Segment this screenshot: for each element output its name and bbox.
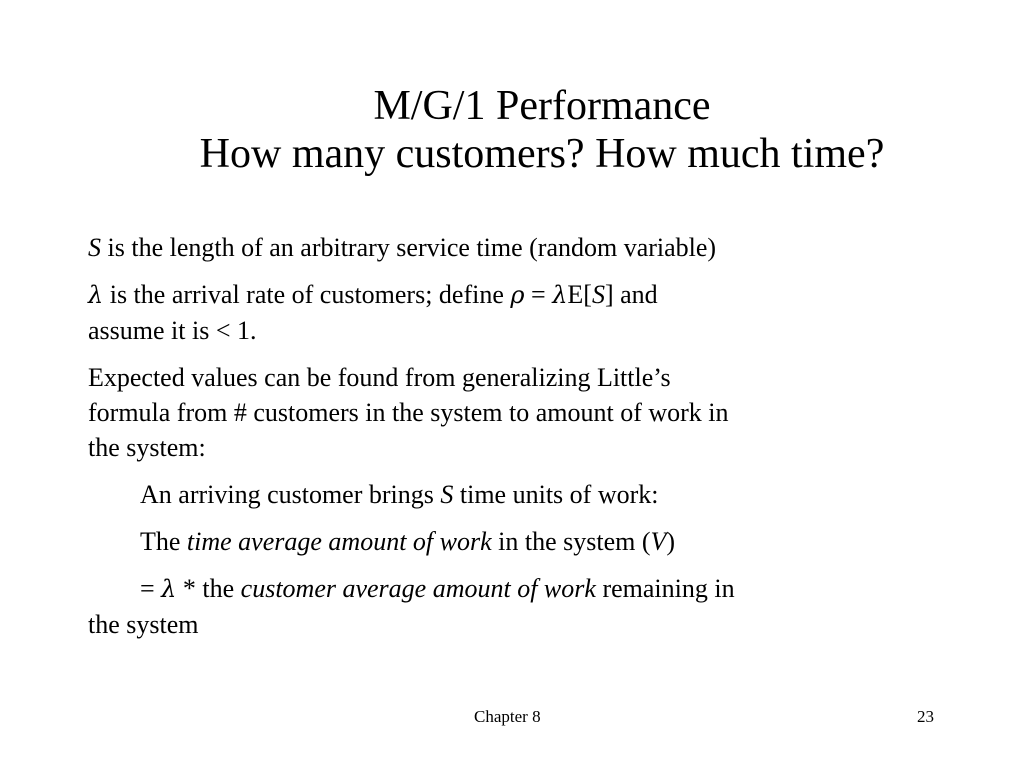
p5-text-3: ) <box>666 527 676 556</box>
p5-italic: time average amount of work <box>186 527 492 556</box>
p3-line-2: formula from # customers in the system to amount of work in <box>88 398 729 427</box>
var-s-3: S <box>440 480 454 509</box>
p5-text-1: The <box>140 527 187 556</box>
p2-line-2: assume it is < 1. <box>88 316 257 345</box>
p2-e-open: E[ <box>567 280 592 309</box>
p2-text-1: is the arrival rate of customers; define <box>103 280 511 309</box>
lambda-symbol: λ <box>88 281 104 309</box>
paragraph-arriving-customer <box>88 477 948 512</box>
rho-symbol: ρ <box>510 281 525 309</box>
var-v: V <box>650 527 667 556</box>
slide-title <box>60 82 1024 178</box>
footer-page-number: 23 <box>917 707 934 726</box>
p6-line-2: the system <box>88 610 199 639</box>
paragraph-arrival-rate <box>88 277 948 348</box>
p5-text-2: in the system ( <box>491 527 651 556</box>
paragraph-service-time <box>88 230 948 265</box>
lambda-symbol-3: λ <box>161 575 177 603</box>
var-s: S <box>88 233 101 262</box>
p6-indent <box>88 574 735 603</box>
paragraph-customer-average <box>88 571 948 642</box>
p2-eq: = <box>524 280 553 309</box>
p1-text: is the length of an arbitrary service time (random variable) <box>101 233 717 262</box>
p3-line-3: the system: <box>88 433 206 462</box>
title-line-2: How many customers? How much time? <box>199 131 885 177</box>
var-s-2: S <box>591 280 605 309</box>
p4-text-1: An arriving customer brings <box>140 480 441 509</box>
p6-italic: customer average amount of work <box>240 574 596 603</box>
paragraph-little-formula <box>88 360 948 465</box>
paragraph-time-average <box>88 524 948 559</box>
slide-body <box>88 230 948 654</box>
p2-close-and: ] and <box>604 280 658 309</box>
p4-text-2: time units of work: <box>453 480 659 509</box>
lambda-symbol-2: λ <box>552 281 568 309</box>
p6-eq: = <box>140 574 162 603</box>
p6-text-2: remaining in <box>595 574 735 603</box>
footer-chapter: Chapter 8 <box>474 707 541 726</box>
p6-text-1: * the <box>176 574 241 603</box>
p3-line-1: Expected values can be found from generalizing Little’s <box>88 363 671 392</box>
title-line-1: M/G/1 Performance <box>373 83 711 129</box>
